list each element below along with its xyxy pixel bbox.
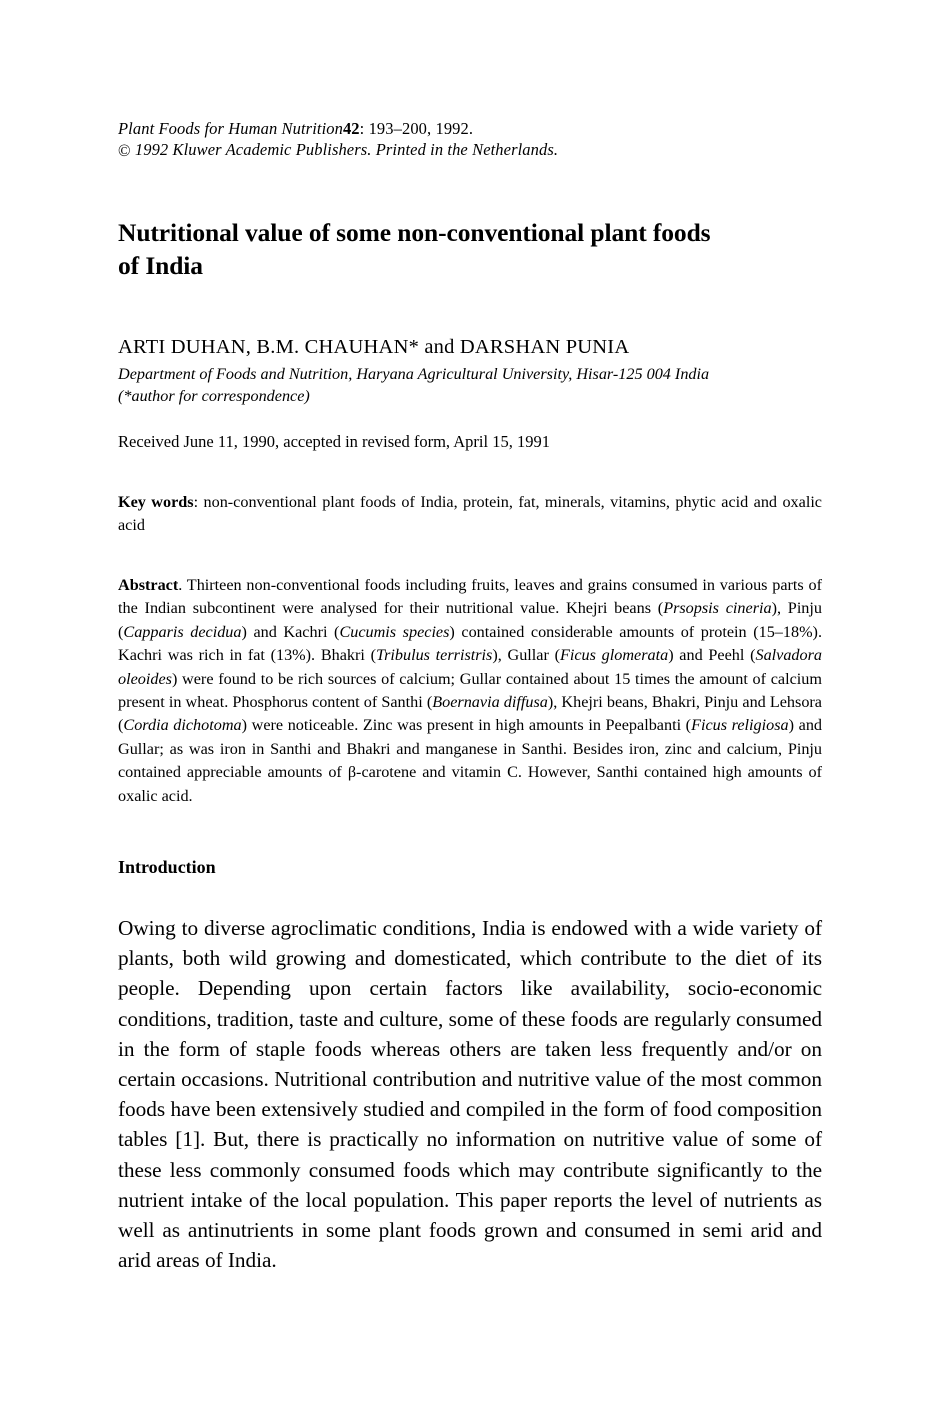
author-list: ARTI DUHAN, B.M. CHAUHAN* and DARSHAN PUNIA [118,336,630,358]
received-date-line: Received June 11, 1990, accepted in revised form, April 15, 1991 [118,432,550,451]
abstract-text-2: ), Pinju ( [118,599,822,641]
journal-name: Plant Foods for Human Nutrition [118,119,343,138]
species-name-ficus-glomerata: Ficus glomerata [559,646,669,665]
keywords-section [118,491,822,537]
abstract-text-9: ) were noticeable. Zinc was present in high amounts in Peepalbanti ( [241,716,692,735]
journal-pages: : 193–200, 1992. [359,119,474,138]
page-title [118,216,822,282]
abstract-text-3: ) and Kachri ( [241,622,340,641]
affiliation-line-2: (*author for correspondence) [118,387,310,405]
abstract-label: Abstract [118,576,179,594]
species-name-cordia-dichotoma: Cordia dichotoma [123,716,242,735]
abstract-text-4: ) contained considerable amounts of protein (15–18%). Kachri was rich in fat (13%). Bhakri ( [118,622,822,665]
journal-header [118,118,822,160]
page-content-column [118,0,822,1297]
copyright-icon: © [118,141,131,160]
copyright-text: 1992 Kluwer Academic Publishers. Printed in the Netherlands. [134,140,559,159]
abstract-text-6: ) and Peehl ( [668,646,756,665]
species-name-tribulus-terristris: Tribulus terristris [375,646,493,665]
abstract-text-5: ), Gullar ( [492,646,560,665]
abstract-text-1: . Thirteen non-conventional foods including fruits, leaves and grains consumed in various parts of the Indian subcontinent were analysed for their nutritional value. Khejri beans ( [118,576,822,618]
section-heading-introduction: Introduction [118,857,216,878]
abstract-text-8: ), Khejri beans, Bhakri, Pinju and Lehsora ( [118,693,822,735]
abstract-section [118,574,822,808]
species-name-boernavia-diffusa: Boernavia diffusa [432,693,548,712]
journal-citation-line [118,118,822,139]
title-line-1: Nutritional value of some non-conventional plant foods [118,218,711,247]
species-name-capparis-decidua: Capparis decidua [123,622,242,641]
keywords-text: : non-conventional plant foods of India, protein, fat, minerals, vitamins, phytic acid and oxalic acid [118,493,822,534]
species-name-ficus-religiosa: Ficus religiosa [691,716,789,735]
species-name-salvadora-oleoides: Salvadora oleoides [118,646,823,688]
abstract-text-10: ) and Gullar; as was iron in Santhi and Bhakri and manganese in Santhi. Besides iron, zinc and calcium, Pinju contained appreciable amounts of β-carotene and vitamin C. However, Santhi contained high amounts of oxalic acid. [118,716,823,805]
species-name-cucumis-species: Cucumis species [339,622,450,641]
affiliation-line-1: Department of Foods and Nutrition, Haryana Agricultural University, Hisar-125 004 India [118,365,710,383]
abstract-text-7: ) were found to be rich sources of calcium; Gullar contained about 15 times the amount of calcium present in wheat. Phosphorus content of Santhi ( [118,669,822,712]
species-name-prsopsis-cineria: Prsopsis cineria [663,599,772,618]
journal-volume: 42 [342,119,360,138]
author-affiliation [118,363,822,407]
copyright-line [118,139,822,160]
keywords-label: Key words [118,493,194,511]
title-line-2: of India [118,251,203,280]
introduction-paragraph: Owing to diverse agroclimatic conditions, India is endowed with a wide variety of plants, both wild growing and domesticated, which contribute to the diet of its people. Depending upon certain factors like availability, socio-economic conditions, tradition, taste and culture, some of these foods are regularly consumed in the form of staple foods whereas others are taken less frequently and/or on certain occasions. Nutritional contribution and nutritive value of the most common foods have been extensively studied and compiled in the form of food composition tables [1]. But, there is practically no information on nutritive value of some of these less commonly consumed foods which may contribute significantly to the nutrient intake of the local population. This paper reports the level of nutrients as well as antinutrients in some plant foods grown and consumed in semi arid and arid areas of India. [118,916,822,1273]
